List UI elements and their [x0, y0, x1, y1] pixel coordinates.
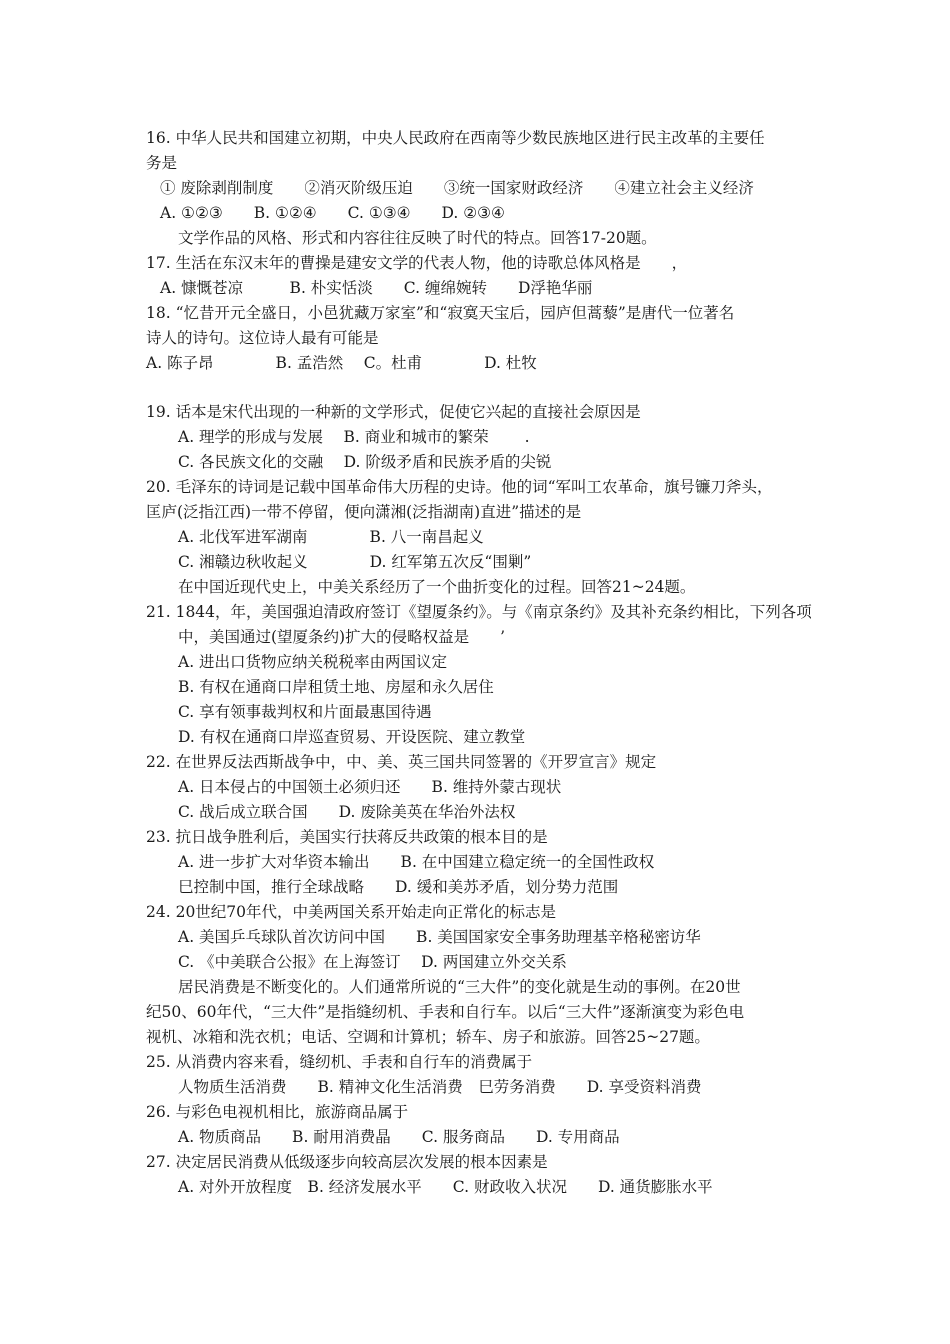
question-19-options-ab: A. 理学的形成与发展 B. 商业和城市的繁荣 .: [178, 428, 530, 446]
question-21-option-a: A. 进出口货物应纳关税税率由两国议定: [178, 653, 448, 671]
question-24-options-ab: A. 美国乒乓球队首次访问中国 B. 美国国家安全事务助理基辛格秘密访华: [178, 928, 701, 946]
question-21-stem-cont: 中，美国通过(望厦条约)扩大的侵略权益是 ’: [178, 628, 506, 646]
section-intro-17-20: 文学作品的风格、形式和内容往往反映了时代的特点。回答17-20题。: [178, 229, 657, 247]
question-17-stem: 17. 生活在东汉末年的曹操是建安文学的代表人物，他的诗歌总体风格是 ，: [146, 254, 688, 272]
section-intro-21-24: 在中国近现代史上，中美关系经历了一个曲折变化的过程。回答21~24题。: [178, 578, 696, 596]
question-23-options-cd: 巳控制中国，推行全球战略 D. 缓和美苏矛盾，划分势力范围: [178, 878, 619, 896]
question-24-stem: 24. 20世纪70年代，中美两国关系开始走向正常化的标志是: [146, 903, 557, 921]
question-23-stem: 23. 抗日战争胜利后，美国实行扶蒋反共政策的根本目的是: [146, 828, 548, 846]
question-21-option-d: D. 有权在通商口岸巡查贸易、开设医院、建立教堂: [178, 728, 526, 746]
question-25-stem: 25. 从消费内容来看，缝纫机、手表和自行车的消费属于: [146, 1053, 533, 1071]
question-23-options-ab: A. 进一步扩大对华资本输出 B. 在中国建立稳定统一的全国性政权: [178, 853, 655, 871]
question-19-options-cd: C. 各民族文化的交融 D. 阶级矛盾和民族矛盾的尖锐: [178, 453, 552, 471]
question-16-stem-cont: 务是: [146, 154, 178, 172]
question-26-stem: 26. 与彩色电视机相比，旅游商品属于: [146, 1103, 409, 1121]
question-25-options: 人物质生活消费 B. 精神文化生活消费 巳劳务消费 D. 享受资料消费: [178, 1078, 702, 1096]
question-18-stem-cont: 诗人的诗句。这位诗人最有可能是: [146, 329, 379, 347]
question-22-stem: 22. 在世界反法西斯战争中，中、美、英三国共同签署的《开罗宣言》规定: [146, 753, 657, 771]
question-17-options: A. 慷慨苍凉 B. 朴实恬淡 C. 缠绵婉转 D浮艳华丽: [160, 279, 593, 297]
question-20-options-cd: C. 湘赣边秋收起义 D. 红军第五次反“围剿”: [178, 553, 532, 571]
question-19-stem: 19. 话本是宋代出现的一种新的文学形式，促使它兴起的直接社会原因是: [146, 403, 641, 421]
question-26-options: A. 物质商品 B. 耐用消费晶 C. 服务商品 D. 专用商品: [178, 1128, 620, 1146]
question-18-stem: 18. “忆昔开元全盛日，小邑犹藏万家室”和“寂寞天宝后，园庐但蒿藜”是唐代一位著名: [146, 304, 735, 322]
question-24-options-cd: C. 《中美联合公报》在上海签订 D. 两国建立外交关系: [178, 953, 567, 971]
question-27-stem: 27. 决定居民消费从低级逐步向较高层次发展的根本因素是: [146, 1153, 548, 1171]
question-16-items: ① 废除剥削制度 ②消灭阶级压迫 ③统一国家财政经济 ④建立社会主义经济: [160, 179, 754, 197]
question-16-stem: 16. 中华人民共和国建立初期，中央人民政府在西南等少数民族地区进行民主改革的主要任: [146, 129, 765, 147]
question-18-options: A. 陈子昂 B. 孟浩然 C。杜甫 D. 杜牧: [146, 354, 537, 372]
question-27-options: A. 对外开放程度 B. 经济发展水平 C. 财政收入状况 D. 通货膨胀水平: [178, 1178, 713, 1196]
question-20-options-ab: A. 北伐军进军湖南 B. 八一南昌起义: [178, 528, 484, 546]
question-20-stem-cont: 匡庐(泛指江西)一带不停留，便向潇湘(泛指湖南)直进”描述的是: [146, 503, 582, 521]
question-21-option-b: B. 有权在通商口岸租赁土地、房屋和永久居住: [178, 678, 494, 696]
section-intro-25-27-end: 视机、冰箱和洗衣机；电话、空调和计算机；轿车、房子和旅游。回答25~27题。: [146, 1028, 710, 1046]
question-16-options: A. ①②③ B. ①②④ C. ①③④ D. ②③④: [160, 204, 505, 222]
question-20-stem: 20. 毛泽东的诗词是记载中国革命伟大历程的史诗。他的词“军叫工农革命，旗号镰刀斧头，: [146, 478, 773, 496]
question-22-options-cd: C. 战后成立联合国 D. 废除美英在华治外法权: [178, 803, 516, 821]
question-21-option-c: C. 享有领事裁判权和片面最惠国待遇: [178, 703, 432, 721]
question-22-options-ab: A. 日本侵占的中国领土必须归还 B. 维持外蒙古现状: [178, 778, 562, 796]
section-intro-25-27-cont: 纪50、60年代，“三大件”是指缝纫机、手表和自行车。以后“三大件”逐渐演变为彩色电: [146, 1003, 745, 1021]
section-intro-25-27: 居民消费是不断变化的。人们通常所说的“三大件”的变化就是生动的事例。在20世: [178, 978, 741, 996]
question-21-stem: 21. 1844，年，美国强迫清政府签订《望厦条约》。与《南京条约》及其补充条约相比，下列各项: [146, 603, 812, 621]
